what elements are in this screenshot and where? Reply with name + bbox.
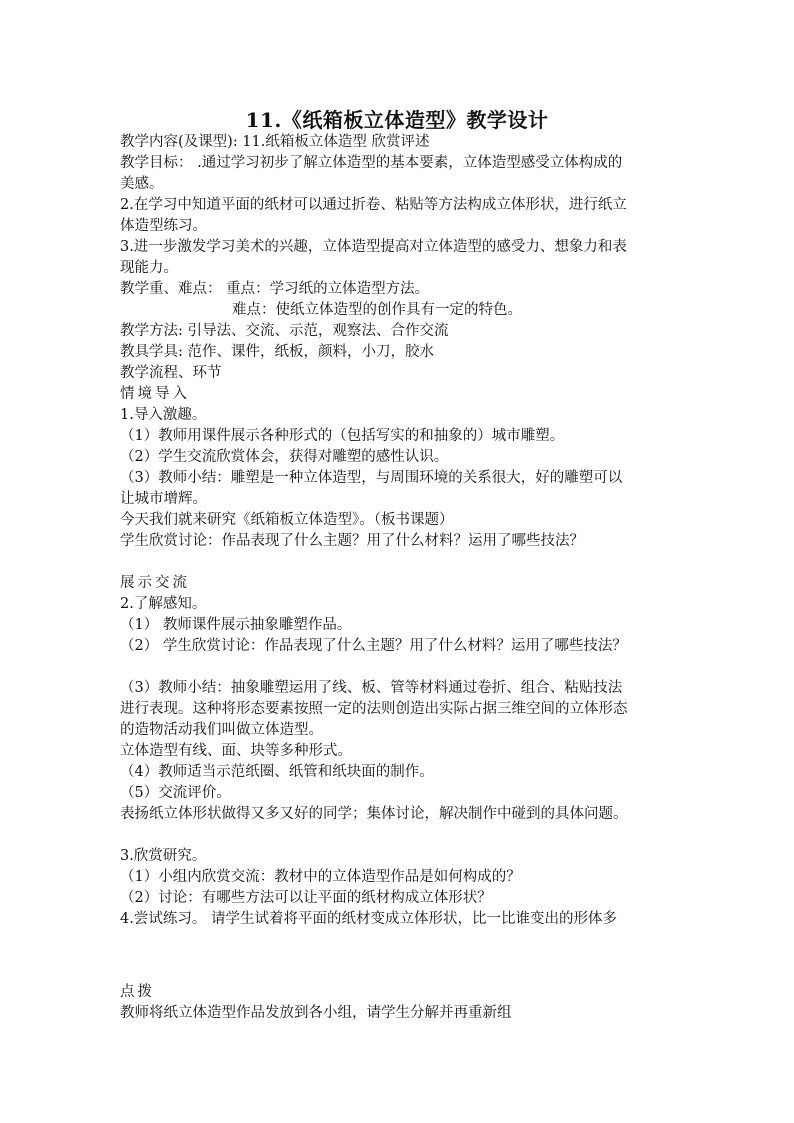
- section1-line: 今天我们就来研究《纸箱板立体造型》。（板书课题）: [120, 512, 454, 528]
- practice-line: 4.尝试练习。 请学生试着将平面的纸材变成立体形状，比一比谁变出的形体多: [120, 911, 617, 927]
- section-heading-guidance: 点拨: [120, 984, 155, 1000]
- objective-line-2-cont: 体造型练习。: [120, 218, 207, 234]
- appreciation-title: 3.欣赏研究。: [120, 848, 207, 864]
- section2-line: 的造物活动我们叫做立体造型。: [120, 722, 323, 738]
- section3-line: 教师将纸立体造型作品发放到各小组，请学生分解并再重新组: [120, 1005, 512, 1021]
- section-heading-exchange: 展示交流: [120, 575, 190, 591]
- section2-line: 立体造型有线、面、块等多种形式。: [120, 743, 352, 759]
- section2-line: （2） 学生欣赏讨论：作品表现了什么主题？用了什么材料？运用了哪些技法？: [120, 638, 627, 654]
- section2-line: （1） 教师课件展示抽象雕塑作品。: [120, 617, 352, 633]
- appreciation-line: （2）讨论：有哪些方法可以让平面的纸材构成立体形状？: [120, 890, 492, 906]
- section1-line: （3）教师小结：雕塑是一种立体造型，与周围环境的关系很大，好的雕塑可以: [120, 470, 623, 486]
- objective-line-3: 3.进一步激发学习美术的兴趣，立体造型提高对立体造型的感受力、想象力和表: [120, 239, 627, 255]
- appreciation-line: （1）小组内欣赏交流：教材中的立体造型作品是如何构成的？: [120, 869, 521, 885]
- key-points-line: 教学重、难点： 重点：学习纸的立体造型方法。: [120, 281, 430, 297]
- section2-line: （5）交流评价。: [120, 785, 231, 801]
- section2-line: （4）教师适当示范纸圈、纸管和纸块面的制作。: [120, 764, 434, 780]
- process-line: 教学流程、环节: [120, 365, 222, 381]
- section-heading-intro: 情境导入: [120, 386, 190, 402]
- objective-line-3-cont: 现能力。: [120, 260, 178, 276]
- content-line: 教学内容(及课型): 11.纸箱板立体造型 欣赏评述: [120, 134, 430, 150]
- document-body: [120, 132, 680, 1024]
- blank-line: [120, 930, 680, 961]
- section2-line: （3）教师小结：抽象雕塑运用了线、板、管等材料通过卷折、组合、粘贴技法: [120, 680, 623, 696]
- blank-line: [120, 657, 680, 678]
- objective-line-2: 2.在学习中知道平面的纸材可以通过折卷、粘贴等方法构成立体形状，进行纸立: [120, 197, 627, 213]
- difficulty-line: 难点：使纸立体造型的创作具有一定的特色。: [232, 302, 522, 318]
- blank-line: [120, 961, 680, 982]
- section1-line: （1）教师用课件展示各种形式的（包括写实的和抽象的）城市雕塑。: [120, 428, 565, 444]
- blank-line: [120, 552, 680, 573]
- section2-line: 进行表现。这种将形态要素按照一定的法则创造出实际占据三维空间的立体形态: [120, 701, 628, 717]
- section1-line: 让城市增辉。: [120, 491, 207, 507]
- methods-line: 教学方法: 引导法、交流、示范，观察法、合作交流: [120, 323, 449, 339]
- tools-line: 教具学具: 范作、课件，纸板，颜料，小刀，胶水: [120, 344, 434, 360]
- document-title: 11.《纸箱板立体造型》教学设计: [245, 108, 549, 132]
- section1-line: 学生欣赏讨论：作品表现了什么主题？用了什么材料？运用了哪些技法？: [120, 533, 584, 549]
- section1-item-title: 1.导入激趣。: [120, 407, 207, 423]
- blank-line: [120, 825, 680, 846]
- section2-item-title: 2.了解感知。: [120, 596, 207, 612]
- section1-line: （2）学生交流欣赏体会，获得对雕塑的感性认识。: [120, 449, 449, 465]
- objective-line-1: 教学目标： .通过学习初步了解立体造型的基本要素，立体造型感受立体构成的: [120, 155, 623, 171]
- objective-line-1-cont: 美感。: [120, 176, 164, 192]
- section2-line: 表扬纸立体形状做得又多又好的同学；集体讨论，解决制作中碰到的具体问题。: [120, 806, 628, 822]
